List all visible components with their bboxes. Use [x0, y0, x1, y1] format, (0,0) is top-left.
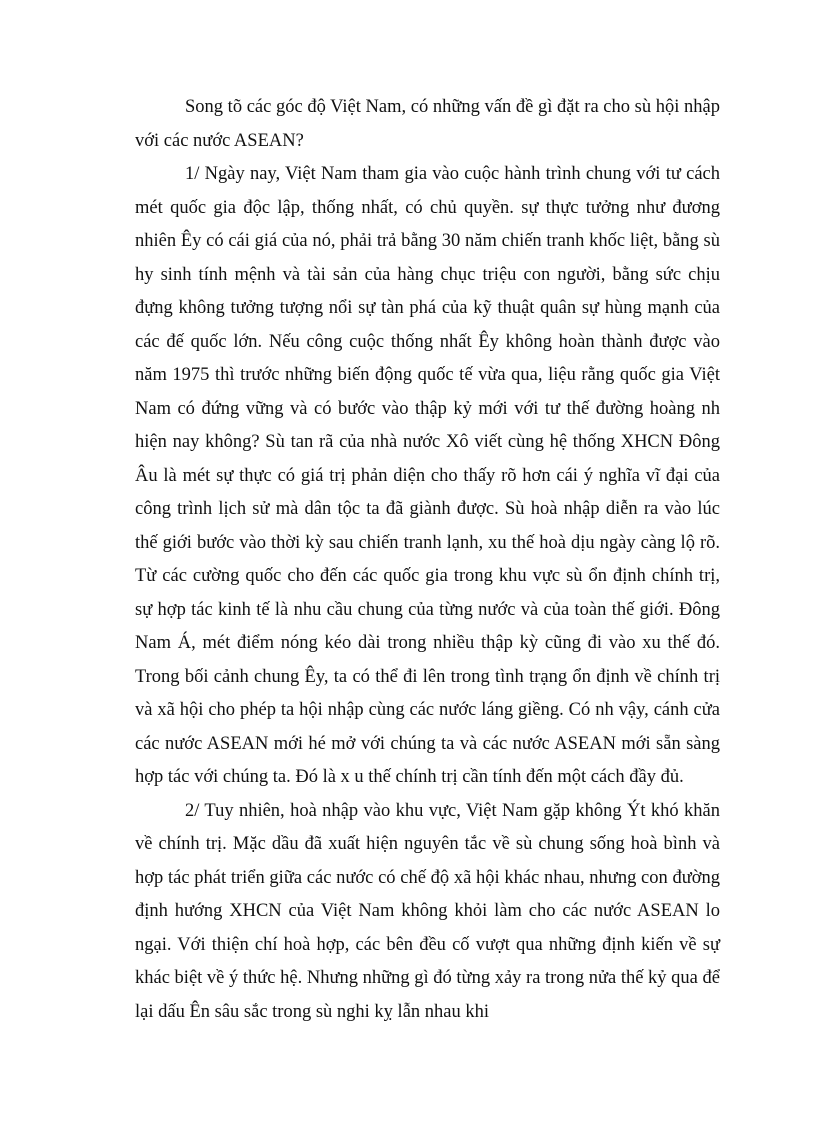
paragraph-intro: Song tõ các góc độ Việt Nam, có những vấn đề gì đặt ra cho sù hội nhập với các nước ASEAN?: [135, 97, 720, 151]
paragraph-2: 2/ Tuy nhiên, hoà nhập vào khu vực, Việt Nam gặp không Ýt khó khăn về chính trị. Mặc dầu đã xuất hiện nguyên tắc về sù chung sống hoà bình và hợp tác phát triển giữa các nước có chế độ xã hội khác nhau, nhưng con đường định hướng XHCN của Việt Nam không khỏi làm cho các nước ASEAN lo ngại. Với thiện chí hoà hợp, các bên đều cố vượt qua những định kiến về sự khác biệt về ý thức hệ. Nhưng những gì đó từng xảy ra trong nửa thế kỷ qua để lại dấu Ên sâu sắc trong sù nghi kỵ lẫn nhau khi: [135, 800, 720, 1022]
body-text: [135, 91, 720, 1029]
paragraph-1: 1/ Ngày nay, Việt Nam tham gia vào cuộc hành trình chung với tư cách mét quốc gia độc lập, thống nhất, có chủ quyền. sự thực tưởng như đương nhiên Êy có cái giá của nó, phải trả bằng 30 năm chiến tranh khốc liệt, bằng sù hy sinh tính mệnh và tài sản của hàng chục triệu con người, bằng sức chịu đựng không tưởng tượng nổi sự tàn phá của kỹ thuật quân sự hùng mạnh của các đế quốc lớn. Nếu công cuộc thống nhất Êy không hoàn thành được vào năm 1975 thì trước những biến động quốc tế vừa qua, liệu rằng quốc gia Việt Nam có đứng vững và có bước vào thập kỷ mới với tư thế đường hoàng nh hiện nay không? Sù tan rã của nhà nước Xô viết cùng hệ thống XHCN Đông Âu là mét sự thực có giá trị phản diện cho thấy rõ hơn cái ý nghĩa vĩ đại của công trình lịch sử mà dân tộc ta đã giành được. Sù hoà nhập diễn ra vào lúc thế giới bước vào thời kỳ sau chiến tranh lạnh, xu thế hoà dịu ngày càng lộ rõ. Từ các cường quốc cho đến các quốc gia trong khu vực sù ổn định chính trị, sự hợp tác kinh tế là nhu cầu chung của từng nước và của toàn thế giới. Đông Nam Á, mét điểm nóng kéo dài trong nhiều thập kỳ cũng đi vào xu thế đó. Trong bối cảnh chung Êy, ta có thể đi lên trong tình trạng ổn định về chính trị và xã hội cho phép ta hội nhập cùng các nước láng giềng. Có nh vậy, cánh cửa các nước ASEAN mới hé mở với chúng ta và các nước ASEAN mới sẵn sàng hợp tác với chúng ta. Đó là x u thế chính trị cần tính đến một cách đầy đủ.: [135, 164, 720, 787]
